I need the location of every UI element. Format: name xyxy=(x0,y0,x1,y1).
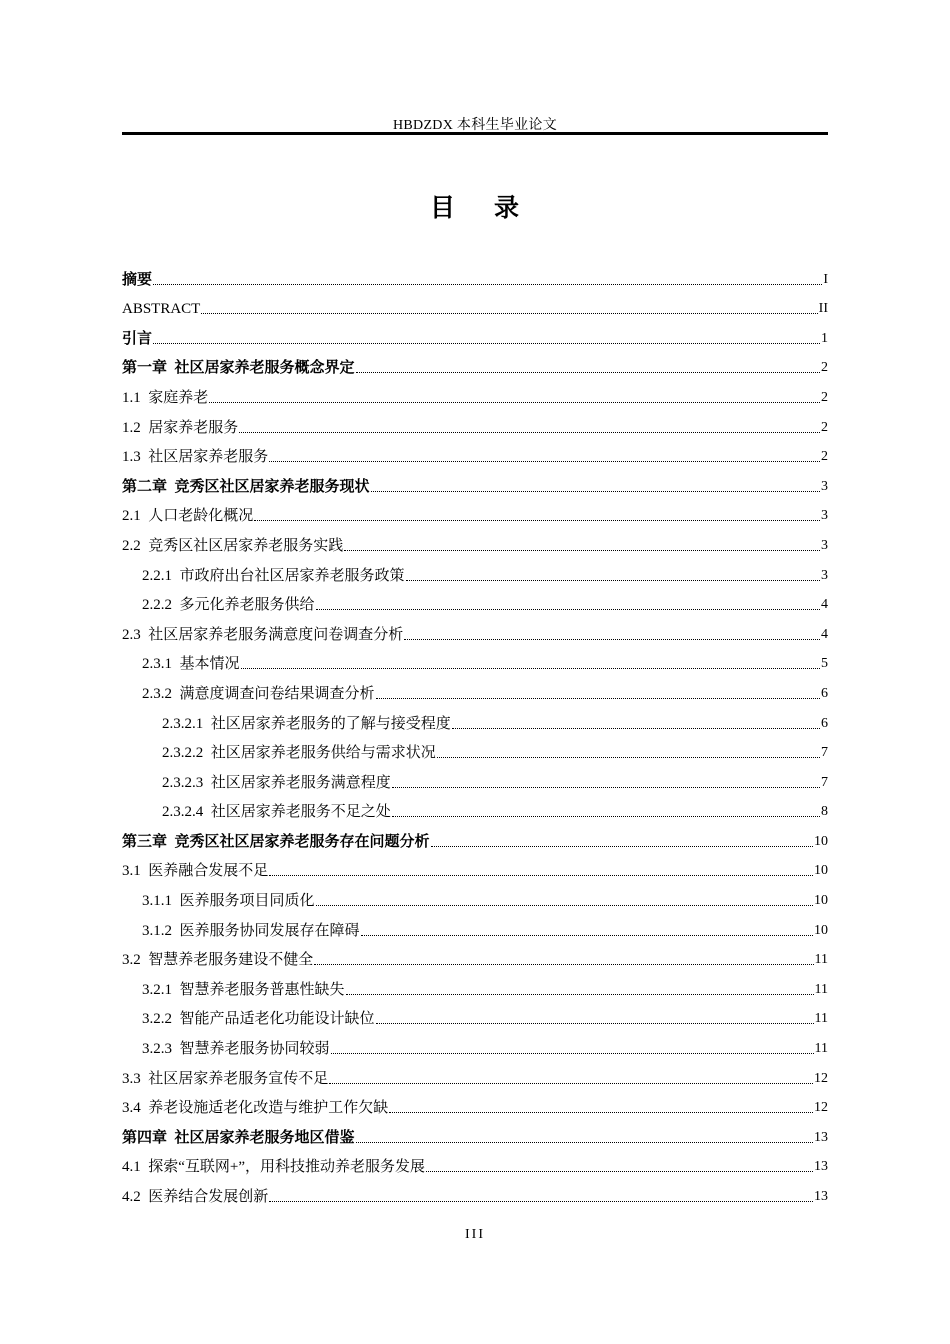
toc-dot-leader xyxy=(241,668,820,669)
toc-entry-label: 3.1.2 医养服务协同发展存在障碍 xyxy=(142,922,360,939)
toc-entry-page: 3 xyxy=(821,567,828,583)
toc-entry-page: 4 xyxy=(821,626,828,642)
toc-dot-leader xyxy=(392,816,820,817)
toc-entry-label: 1.3 社区居家养老服务 xyxy=(122,449,269,466)
toc-entry-page: 6 xyxy=(821,715,828,731)
toc-dot-leader xyxy=(269,1201,813,1202)
toc-entry[interactable] xyxy=(122,883,828,913)
toc-entry-page: 13 xyxy=(814,1129,828,1145)
toc-entry[interactable] xyxy=(122,795,828,825)
toc-entry-page: 1 xyxy=(821,330,828,346)
toc-entry-label: ABSTRACT xyxy=(122,301,201,318)
page-number: III xyxy=(465,1227,485,1242)
toc-entry-label: 3.2.2 智能产品适老化功能设计缺位 xyxy=(142,1011,375,1028)
toc-dot-leader xyxy=(431,846,813,847)
toc-dot-leader xyxy=(316,609,820,610)
toc-entry-page: 13 xyxy=(814,1189,828,1204)
toc-entry-label: 引言 xyxy=(122,330,153,347)
toc-entry-page: 13 xyxy=(814,1159,828,1175)
toc-dot-leader xyxy=(329,1083,813,1084)
toc-entry[interactable] xyxy=(122,913,828,943)
toc-entry[interactable] xyxy=(122,972,828,1002)
toc-entry-page: 10 xyxy=(814,922,828,938)
toc-entry-label: 2.2.1 市政府出台社区居家养老服务政策 xyxy=(142,567,405,584)
toc-entry-label: 3.1.1 医养服务项目同质化 xyxy=(142,893,315,910)
toc-dot-leader xyxy=(346,994,814,995)
toc-entry-label: 1.2 居家养老服务 xyxy=(122,419,239,436)
toc-entry-label: 3.4 养老设施适老化改造与维护工作欠缺 xyxy=(122,1100,389,1117)
toc-dot-leader xyxy=(344,550,820,551)
toc-title-first-char: 目 xyxy=(429,193,456,222)
toc-entry-page: 10 xyxy=(814,833,828,849)
toc-entry-page: 2 xyxy=(821,360,828,376)
toc-entry-label: 第三章 竞秀区社区居家养老服务存在问题分析 xyxy=(122,833,430,850)
toc-entry-page: 12 xyxy=(814,1100,828,1116)
toc-entry-label: 摘要 xyxy=(122,271,153,288)
toc-entry-page: 6 xyxy=(821,685,828,701)
toc-entry-label: 2.3.2.3 社区居家养老服务满意程度 xyxy=(162,774,391,791)
toc-entry[interactable] xyxy=(122,380,828,410)
toc-entry[interactable] xyxy=(122,765,828,795)
toc-entry[interactable] xyxy=(122,440,828,470)
toc-entry-page: 8 xyxy=(821,804,828,820)
toc-dot-leader xyxy=(404,639,820,640)
toc-entry[interactable] xyxy=(122,410,828,440)
toc-entry[interactable] xyxy=(122,321,828,351)
toc-entry-page: 2 xyxy=(821,419,828,435)
toc-entry-page: 3 xyxy=(821,478,828,494)
toc-dot-leader xyxy=(254,520,820,521)
toc-entry-page: 7 xyxy=(821,774,828,790)
toc-entry-label: 3.3 社区居家养老服务宣传不足 xyxy=(122,1070,329,1087)
toc-entry[interactable] xyxy=(122,706,828,736)
toc-entry[interactable] xyxy=(122,262,828,292)
toc-title-second-char: 录 xyxy=(494,193,521,222)
toc-entry-label: 2.3.1 基本情况 xyxy=(142,656,240,673)
toc-dot-leader xyxy=(153,284,822,285)
toc-entry-label: 2.3.2 满意度调查问卷结果调查分析 xyxy=(142,685,375,702)
toc-entry-label: 3.2 智慧养老服务建设不健全 xyxy=(122,952,314,969)
toc-entry-page: 3 xyxy=(821,508,828,524)
toc-dot-leader xyxy=(269,461,820,462)
running-header: HBDZDX 本科生毕业论文 xyxy=(392,118,558,133)
header-rule xyxy=(122,132,828,135)
toc-entry[interactable] xyxy=(122,588,828,618)
toc-entry-page: 2 xyxy=(821,389,828,405)
toc-entry[interactable] xyxy=(122,1002,828,1032)
toc-dot-leader xyxy=(153,343,820,344)
toc-entry-label: 2.3 社区居家养老服务满意度问卷调查分析 xyxy=(122,626,404,643)
toc-dot-leader xyxy=(356,372,820,373)
toc-entry-label: 3.1 医养融合发展不足 xyxy=(122,863,269,880)
toc-entry[interactable] xyxy=(122,736,828,766)
toc-entry[interactable] xyxy=(122,854,828,884)
toc-entry-label: 4.1 探索“互联网+”，用科技推动养老服务发展 xyxy=(122,1159,426,1176)
toc-entry-label: 2.2.2 多元化养老服务供给 xyxy=(142,597,315,614)
toc-dot-leader xyxy=(426,1171,813,1172)
toc-entry-page: 11 xyxy=(814,981,828,997)
toc-title xyxy=(122,188,828,224)
toc-entry[interactable] xyxy=(122,1150,828,1180)
toc-entry[interactable] xyxy=(122,469,828,499)
toc-entry[interactable] xyxy=(122,676,828,706)
toc-dot-leader xyxy=(389,1112,813,1113)
toc-entry-label: 4.2 医养结合发展创新 xyxy=(122,1189,269,1205)
toc-entry-page: 4 xyxy=(821,597,828,613)
toc-entry-page: 10 xyxy=(814,893,828,909)
toc-entry-label: 2.2 竞秀区社区居家养老服务实践 xyxy=(122,537,344,554)
toc-entry-label: 1.1 家庭养老 xyxy=(122,389,209,406)
toc-entry-page: 2 xyxy=(821,449,828,465)
toc-dot-leader xyxy=(361,935,813,936)
toc-dot-leader xyxy=(331,1053,814,1054)
toc-dot-leader xyxy=(314,964,813,965)
toc-dot-leader xyxy=(356,1142,813,1143)
toc-entry[interactable] xyxy=(122,824,828,854)
toc-entry[interactable] xyxy=(122,617,828,647)
toc-entry-label: 第一章 社区居家养老服务概念界定 xyxy=(122,360,355,377)
toc-dot-leader xyxy=(376,1023,814,1024)
toc-entry-page: II xyxy=(818,301,828,317)
toc-entry-page: I xyxy=(823,271,828,287)
toc-entry[interactable] xyxy=(122,1061,828,1091)
toc-entry[interactable] xyxy=(122,351,828,381)
toc-dot-leader xyxy=(239,432,820,433)
toc-entry-page: 11 xyxy=(814,1041,828,1057)
toc-entry[interactable] xyxy=(122,499,828,529)
toc-entry-page: 11 xyxy=(814,1011,828,1027)
toc-dot-leader xyxy=(201,313,817,314)
toc-entry-label: 2.3.2.1 社区居家养老服务的了解与接受程度 xyxy=(162,715,451,732)
toc-entry-page: 3 xyxy=(821,537,828,553)
toc-entry[interactable] xyxy=(122,943,828,973)
toc-dot-leader xyxy=(392,787,820,788)
toc-entry-label: 第四章 社区居家养老服务地区借鉴 xyxy=(122,1129,355,1146)
toc-dot-leader xyxy=(269,875,813,876)
toc-entry-page: 10 xyxy=(814,863,828,879)
table-of-contents xyxy=(122,262,828,1209)
toc-entry[interactable] xyxy=(122,1031,828,1061)
toc-entry-label: 2.3.2.4 社区居家养老服务不足之处 xyxy=(162,804,391,821)
toc-entry[interactable] xyxy=(122,1120,828,1150)
toc-entry-page: 7 xyxy=(821,745,828,761)
toc-entry-label: 2.1 人口老龄化概况 xyxy=(122,508,254,525)
toc-entry[interactable] xyxy=(122,1091,828,1121)
toc-entry[interactable] xyxy=(122,558,828,588)
toc-dot-leader xyxy=(437,757,820,758)
toc-entry-label: 2.3.2.2 社区居家养老服务供给与需求状况 xyxy=(162,745,436,762)
toc-entry-page: 12 xyxy=(814,1070,828,1086)
toc-dot-leader xyxy=(376,698,820,699)
toc-entry[interactable] xyxy=(122,528,828,558)
toc-entry-page: 11 xyxy=(814,952,828,968)
toc-entry[interactable] xyxy=(122,1179,828,1209)
toc-dot-leader xyxy=(406,580,820,581)
toc-dot-leader xyxy=(452,728,820,729)
toc-entry[interactable] xyxy=(122,292,828,322)
toc-dot-leader xyxy=(209,402,820,403)
toc-entry-label: 3.2.3 智慧养老服务协同较弱 xyxy=(142,1041,330,1058)
toc-entry[interactable] xyxy=(122,647,828,677)
toc-dot-leader xyxy=(371,491,820,492)
toc-entry-label: 3.2.1 智慧养老服务普惠性缺失 xyxy=(142,981,345,998)
toc-dot-leader xyxy=(316,905,813,906)
toc-entry-label: 第二章 竞秀区社区居家养老服务现状 xyxy=(122,478,370,495)
toc-entry-page: 5 xyxy=(821,656,828,672)
